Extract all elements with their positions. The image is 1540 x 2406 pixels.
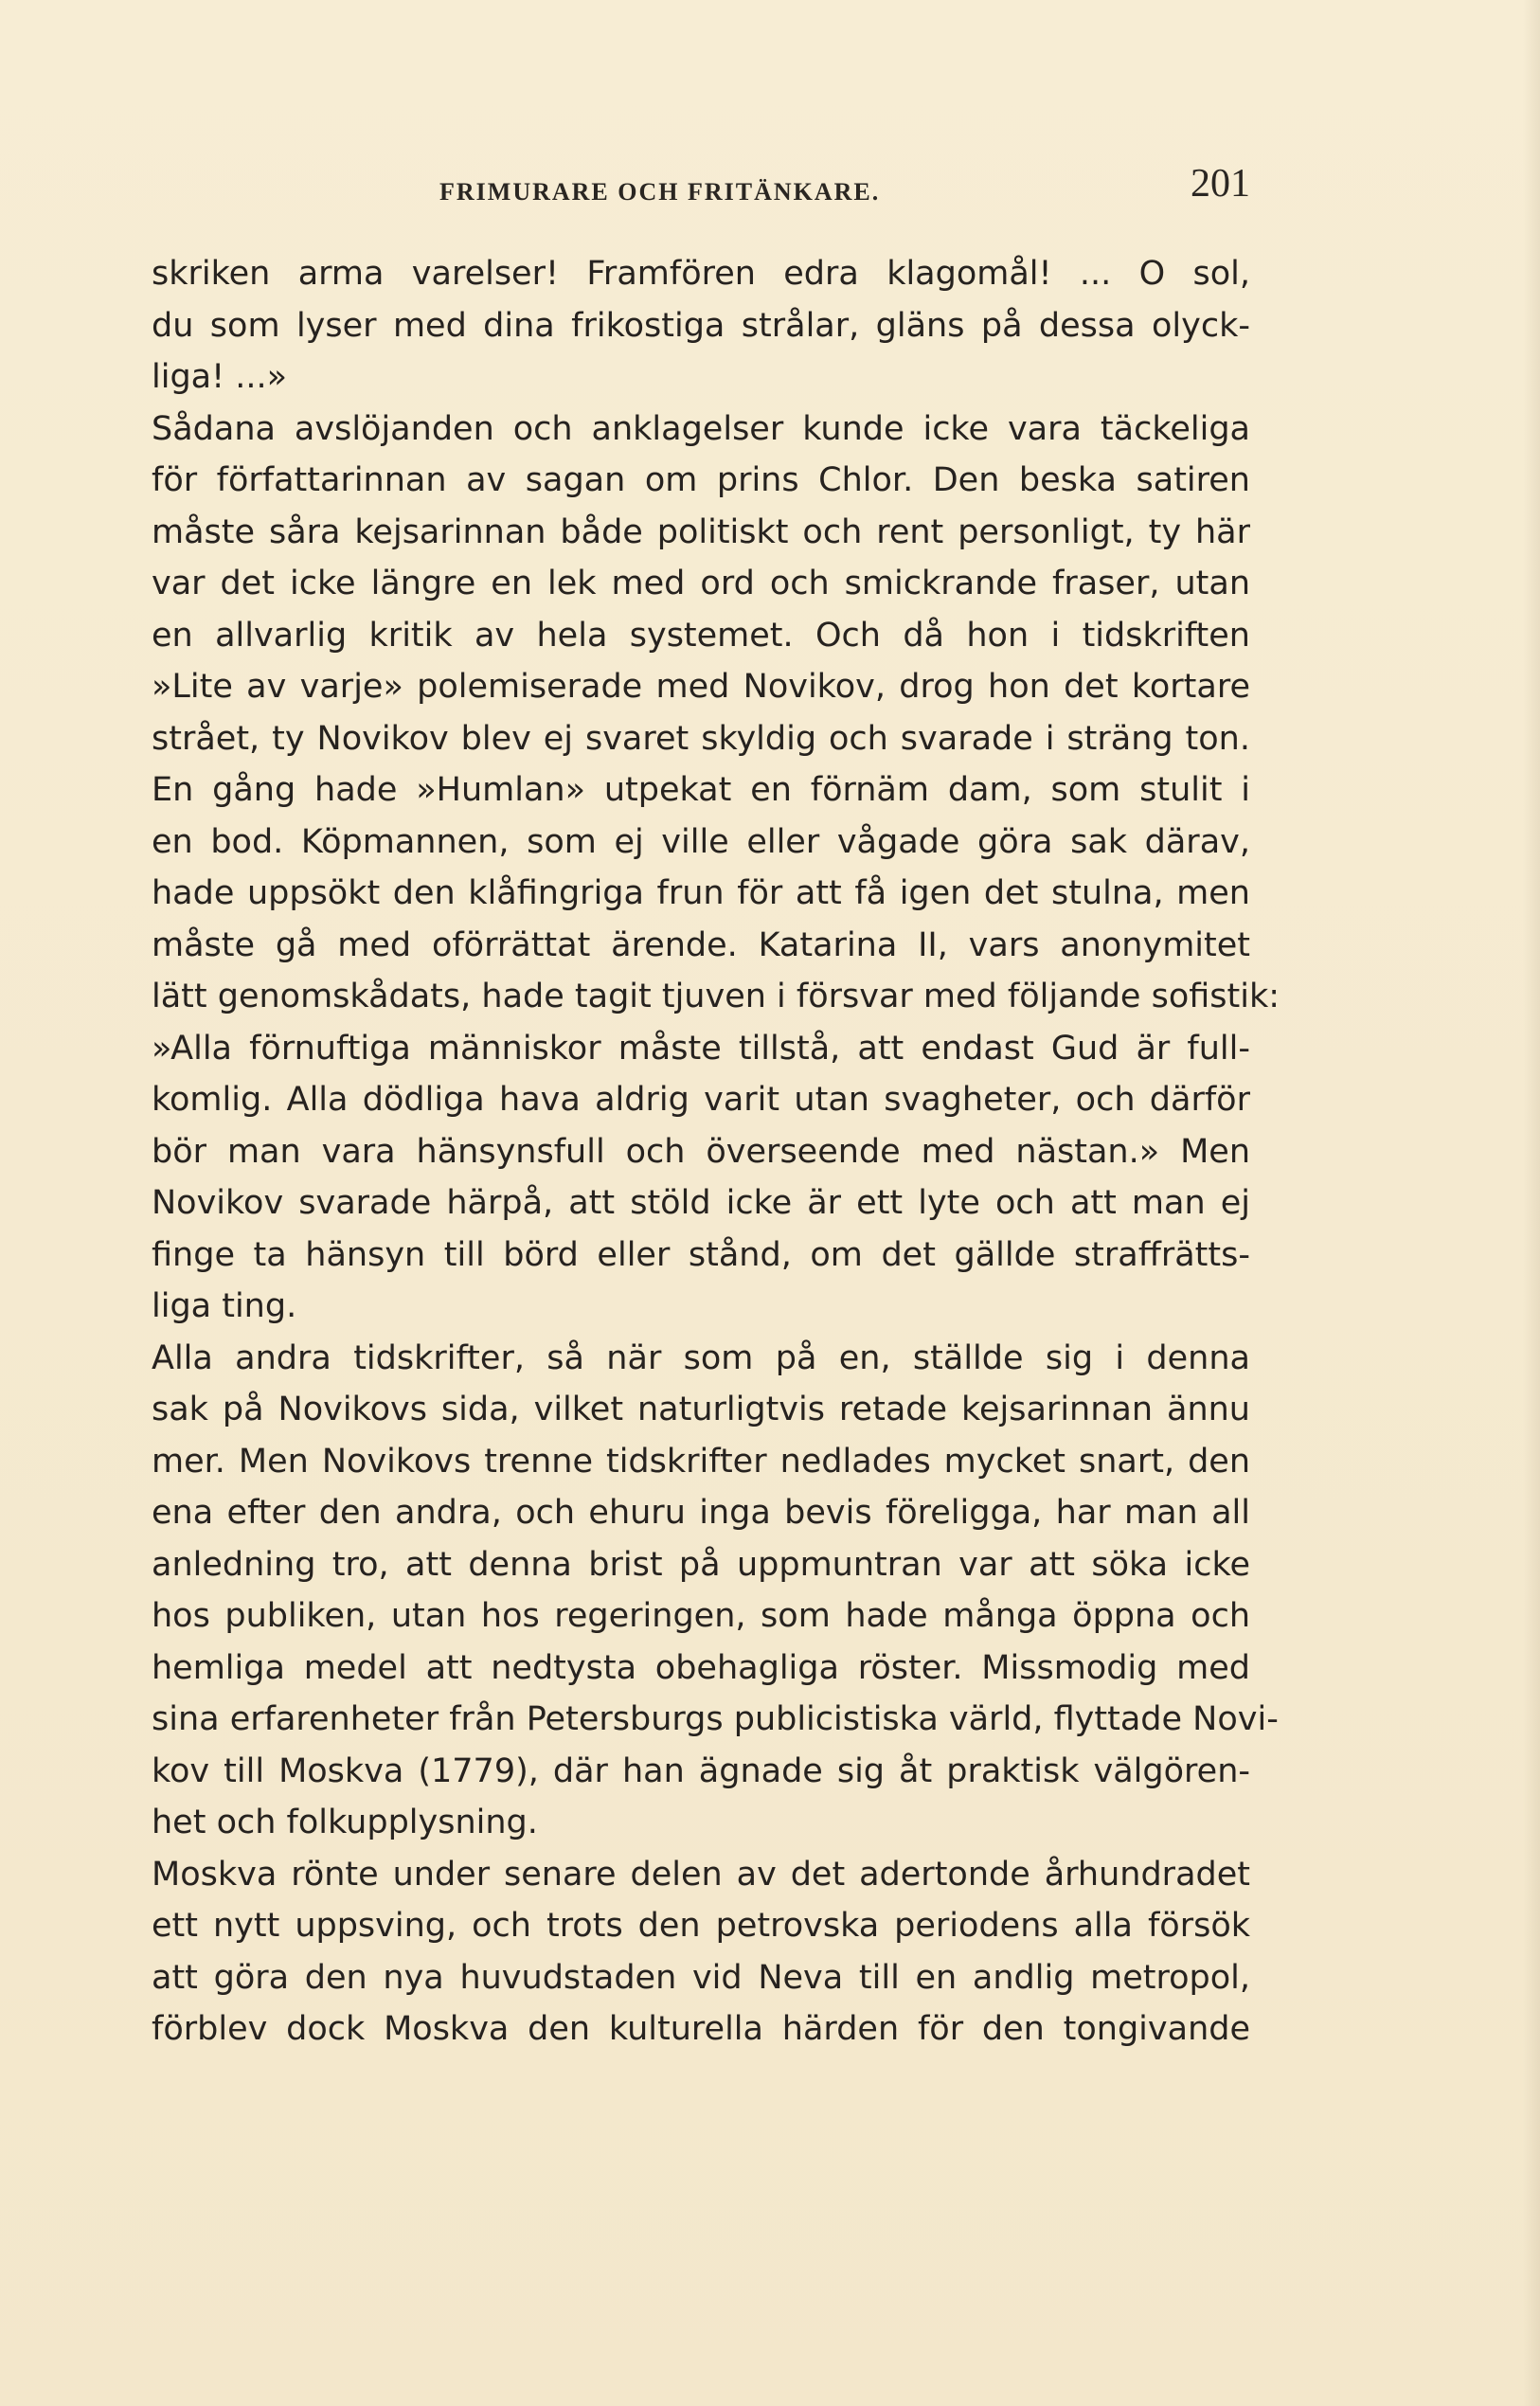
text-line: förblev dock Moskva den kulturella härden för den tongivande [152, 2010, 1250, 2048]
running-title: FRIMURARE OCH FRITÄNKARE. [439, 178, 881, 206]
text-line: att göra den nya huvudstaden vid Neva till en andlig metropol, [152, 1958, 1250, 1997]
text-line: kov till Moskva (1779), där han ägnade sig åt praktisk välgören- [152, 1751, 1250, 1790]
text-line: bör man vara hänsynsfull och överseende med nästan.» Men [152, 1132, 1250, 1171]
text-line: var det icke längre en lek med ord och smickrande fraser, utan [152, 565, 1250, 602]
text-line: måste såra kejsarinnan både politiskt och rent personligt, ty här [152, 512, 1250, 551]
text-line: hade uppsökt den klåfingriga frun för att få igen det stulna, men [152, 874, 1250, 912]
text-line: Alla andra tidskrifter, så när som på en, ställde sig i denna [152, 1338, 1250, 1377]
text-line: lätt genomskådats, hade tagit tjuven i försvar med följande sofistik: [152, 978, 1280, 1015]
text-line: hos publiken, utan hos regeringen, som hade många öppna och [152, 1597, 1250, 1635]
text-line: Novikov svarade härpå, att stöld icke är ett lyte och att man ej [152, 1184, 1250, 1222]
text-line: hemliga medel att nedtysta obehagliga röster. Missmodig med [152, 1648, 1250, 1687]
page-edge-shadow [1523, 0, 1540, 2406]
text-line: het och folkupplysning. [152, 1804, 538, 1841]
text-line: »Alla förnuftiga människor måste tillstå, att endast Gud är full- [152, 1029, 1250, 1068]
text-line: sina erfarenheter från Petersburgs publicistiska värld, flyttade Novi- [152, 1700, 1279, 1738]
text-line: för författarinnan av sagan om prins Chlor. Den beska satiren [152, 461, 1250, 499]
page-number: 201 [1191, 162, 1250, 206]
text-line: en bod. Köpmannen, som ej ville eller vågade göra sak därav, [152, 822, 1250, 861]
body-text [152, 248, 1280, 2056]
text-line: måste gå med oförrättat ärende. Katarina II, vars anonymitet [152, 925, 1250, 964]
text-line: ett nytt uppsving, och trots den petrovska periodens alla försök [152, 1907, 1250, 1945]
text-line: anledning tro, att denna brist på uppmuntran var att söka icke [152, 1545, 1250, 1584]
running-head [152, 161, 1250, 218]
text-line: sak på Novikovs sida, vilket naturligtvis retade kejsarinnan ännu [152, 1391, 1250, 1428]
text-line: du som lyser med dina frikostiga strålar, gläns på dessa olyck- [152, 306, 1250, 345]
text-line: liga ting. [152, 1287, 297, 1325]
text-line: en allvarlig kritik av hela systemet. Och då hon i tidskriften [152, 616, 1250, 655]
text-line: skriken arma varelser! Framfören edra klagomål! ... O sol, [152, 255, 1250, 293]
text-line: En gång hade »Humlan» utpekat en förnäm dam, som stulit i [152, 771, 1250, 809]
text-line: komlig. Alla dödliga hava aldrig varit utan svagheter, och därför [152, 1081, 1250, 1119]
text-line: strået, ty Novikov blev ej svaret skyldig och svarade i sträng ton. [152, 719, 1250, 758]
text-line: finge ta hänsyn till börd eller stånd, om det gällde straffrätts- [152, 1235, 1250, 1274]
text-line: »Lite av varje» polemiserade med Novikov, drog hon det kortare [152, 668, 1250, 706]
text-line: liga! ...» [152, 358, 288, 396]
text-line: Sådana avslöjanden och anklagelser kunde icke vara täckeliga [152, 409, 1250, 448]
text-line: ena efter den andra, och ehuru inga bevis föreligga, har man all [152, 1494, 1250, 1532]
text-line: mer. Men Novikovs trenne tidskrifter nedlades mycket snart, den [152, 1442, 1250, 1481]
text-line: Moskva rönte under senare delen av det adertonde århundradet [152, 1855, 1250, 1894]
